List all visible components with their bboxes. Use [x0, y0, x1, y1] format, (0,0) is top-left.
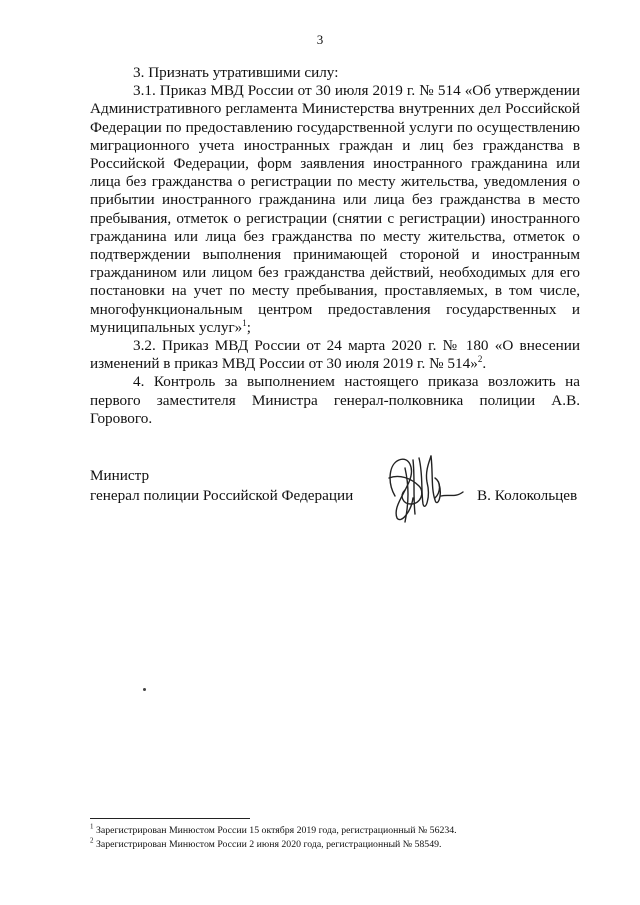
page-number: 3 — [316, 32, 324, 47]
footnotes — [90, 824, 590, 852]
document-body — [90, 64, 580, 428]
paragraph-3-2-tail: . — [482, 355, 487, 373]
paragraph-3-2 — [90, 337, 580, 373]
signer-title: генерал полиции Российской Федерации — [90, 487, 354, 504]
paragraph-3-text: 3. Признать утратившими силу: — [133, 64, 339, 81]
signer-name: В. Колокольцев — [477, 487, 578, 504]
paragraph-4 — [90, 373, 580, 428]
footnote-ref-2: 2 — [477, 354, 483, 365]
footnote-2-number: 2 — [90, 836, 94, 845]
handwritten-signature — [375, 438, 475, 530]
footnote-1 — [90, 824, 590, 838]
footnote-2 — [90, 838, 590, 852]
paragraph-3-1 — [90, 82, 580, 337]
scan-speck — [143, 688, 146, 691]
footnote-ref-1: 1 — [242, 317, 247, 328]
footnote-2-text: Зарегистрирован Минюстом России 2 июня 2020 года, регистрационный № 58549. — [95, 839, 442, 850]
paragraph-3-2-text: 3.2. Приказ МВД России от 24 марта 2020 г. № 180 «О внесении изменений в приказ МВД России от 30 июля 2019 г. № 514» — [90, 337, 580, 373]
paragraph-3 — [90, 64, 580, 82]
paragraph-4-text: 4. Контроль за выполнением настоящего приказа возложить на первого заместителя Министра генерал-полковника полиции А.В. Горового. — [90, 373, 580, 427]
footnote-divider — [90, 818, 250, 819]
paragraph-3-1-tail: ; — [246, 318, 252, 336]
paragraph-3-1-text: 3.1. Приказ МВД России от 30 июля 2019 г. № 514 «Об утверждении Административного регламента Министерства внутренних дел Российской Федерации по предоставлению государственной услуги по осуществлению миграционного учета иностранных граждан и лиц без гражданства в Российской Федерации, форм заявления иностранного гражданина или лица без гражданства о регистрации по месту жительства, уведомления о прибытии иностранного гражданина или лица без гражданства в место пребывания, отметок о регистрации (снятии с регистрации) иностранного гражданина или лица без гражданства по месту жительства, отметок о подтверждении выполнения принимающей стороной и иностранным гражданином или лицом без гражданства действий, необходимых для его постановки на учет по месту пребывания, проставляемых, в том числе, многофункциональным центром предоставления государственных и муниципальных услуг» — [90, 82, 580, 336]
footnote-1-number: 1 — [90, 822, 94, 831]
footnote-1-text: Зарегистрирован Минюстом России 15 октября 2019 года, регистрационный № 56234. — [95, 825, 457, 836]
signer-position: Министр — [90, 467, 150, 484]
